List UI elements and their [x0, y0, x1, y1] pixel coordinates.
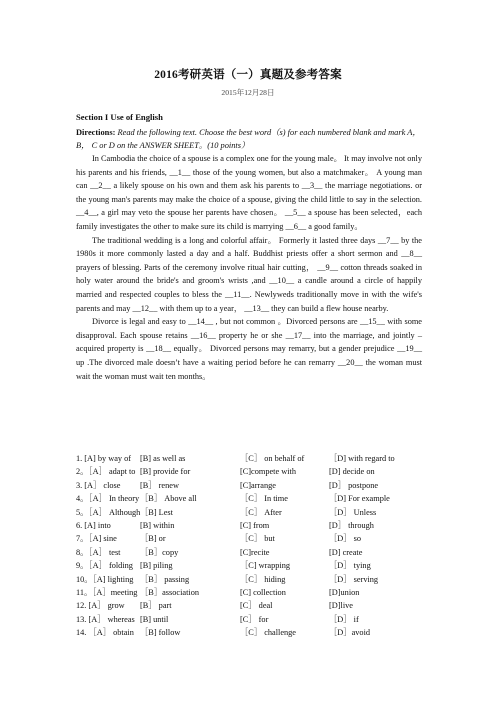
option-13-d: ［D］ if [329, 614, 359, 624]
option-row-4 [76, 492, 436, 505]
directions [76, 126, 422, 152]
option-12-d: [D]live [329, 601, 353, 611]
option-2-d: [D] decide on [329, 467, 375, 477]
option-row-13 [76, 613, 436, 626]
option-2-b: [B] provide for [140, 467, 191, 477]
option-7-c: ［C］ but [240, 534, 275, 544]
option-8-b: ［B］copy [140, 547, 179, 557]
option-row-12 [76, 599, 436, 612]
option-13-b: [B] until [140, 614, 169, 624]
option-5-d: ［D］ Unless [329, 507, 377, 517]
option-5-b: ［B] Lest [140, 507, 173, 517]
passage-paragraph-3: Divorce is legal and easy to __14__ , but not common 。Divorced persons are __15__ with some disapproval. Each spouse retains __16__ property he or she __17__ into the marriage, and jointly –acquired property is __18__ equally。 Divorced persons may remarry, but a gender prejudice __19__ up .The divorced male doesn’t have a waiting period before he can remarry __20__ the woman must wait the woman must wait ten months。 [76, 317, 422, 381]
section-heading: Section I Use of English [76, 112, 163, 122]
option-1-c: ［C］ on behalf of [240, 454, 305, 463]
option-13-a: 13. [A］ whereas [76, 614, 135, 624]
document-title: 2016考研英语（一）真题及参考答案 [154, 69, 342, 81]
option-row-1 [76, 452, 436, 465]
passage-paragraph-1: In Cambodia the choice of a spouse is a complex one for the young male。 It may involve not only his parents and his friends, __1__ those of the young women, but also a matchmaker。 A young man can __2__ a likely spouse on his own and them ask his parents to __3__ the marriage negotiations. or the young man's parents may make the choice of a spouse, giving the child little to say in the selection. __4__, a girl may veto the spouse her parents have chosen。 __5__ a spouse has been selected，each family investigates the other to make sure its child is marrying __6__ a good family。 [76, 154, 422, 231]
option-row-2 [76, 465, 436, 478]
option-row-14 [76, 626, 436, 639]
option-9-a: 9。［A］ folding [76, 561, 133, 571]
option-row-3 [76, 479, 436, 492]
option-4-b: ［B］ Above all [140, 494, 197, 504]
option-5-a: 5。［A］ Although [76, 507, 141, 517]
option-14-b: ［B] follow [140, 628, 181, 638]
directions-label: Directions: [76, 128, 116, 137]
option-7-d: ［D］ so [329, 534, 362, 544]
option-3-c: [C]arrange [240, 480, 276, 490]
option-10-a: 10。［A] lighting [76, 574, 134, 584]
option-1-b: [B] as well as [140, 454, 186, 463]
option-5-c: ［C］ After [240, 507, 282, 517]
option-14-c: ［C］ challenge [240, 628, 296, 638]
option-12-b: [B］ part [140, 601, 172, 611]
option-3-b: [B］ renew [140, 480, 179, 490]
document-date: 2015年12月28日 [221, 88, 275, 97]
option-12-c: [C］ deal [240, 601, 273, 611]
option-6-a: 6. [A] into [76, 520, 111, 530]
option-9-c: ［C] wrapping [240, 561, 291, 571]
option-14-d: ［D］avoid [329, 628, 371, 638]
option-13-c: [C］ for [240, 614, 269, 624]
answer-options [76, 452, 436, 639]
option-11-b: ［B］association [140, 587, 199, 597]
option-3-d: [D］ postpone [329, 480, 379, 490]
option-row-9 [76, 559, 436, 572]
option-10-c: ［C］ hiding [240, 574, 286, 584]
option-7-b: ［B] or [140, 534, 166, 544]
option-9-d: ［D］ tying [329, 561, 371, 571]
option-row-7 [76, 532, 436, 545]
option-6-b: [B] within [140, 520, 175, 530]
option-8-a: 8。［A］ test [76, 547, 121, 557]
option-9-b: [B] piling [140, 561, 173, 571]
option-12-a: 12. [A］ grow [76, 601, 125, 611]
option-4-c: ［C］ In time [240, 494, 288, 504]
option-4-d: ［D] For example [329, 494, 390, 504]
passage-paragraph-2: The traditional wedding is a long and colorful affair。 Formerly it lasted three days __7__ by the 1980s it more commonly lasted a day and a half. Buddhist priests offer a short sermon and __8__ prayers of blessing. Parts of the ceremony involve ritual hair cutting， __9__ cotton threads soaked in holy water around the bride's and groom's wrists ,and __10__ a candle around a circle of happily married and respected couples to bless the __11__. Newlyweds traditionally move in with the wife's parents and may __12__ with them up to a year， __13__ they can build a flew house nearby. [76, 235, 422, 313]
option-11-c: [C] collection [240, 587, 286, 597]
option-6-c: [C] from [240, 520, 270, 530]
option-row-10 [76, 573, 436, 586]
option-8-d: [D] create [329, 547, 363, 557]
option-10-d: ［D］ serving [329, 574, 379, 584]
option-row-6 [76, 519, 436, 532]
option-10-b: ［B］ passing [140, 574, 190, 584]
option-11-a: 11。［A］meeting [76, 587, 138, 597]
option-7-a: 7。［A] sine [76, 534, 117, 544]
option-row-8 [76, 546, 436, 559]
option-2-c: [C]compete with [240, 467, 296, 477]
option-14-a: 14. ［A］ obtain [76, 628, 134, 638]
option-4-a: 4。［A］ In theory [76, 494, 140, 504]
option-row-11 [76, 586, 436, 599]
option-1-a: 1. [A] by way of [76, 454, 132, 463]
option-8-c: [C]recite [240, 547, 270, 557]
option-3-a: 3. [A］ close [76, 480, 121, 490]
directions-text: Read the following text. Choose the best word（s) for each numbered blank and mark A， B， C or D on the ANSWER SHEET。(10 points） [76, 128, 421, 150]
option-row-5 [76, 506, 436, 519]
passage [76, 152, 422, 383]
option-6-d: [D］ through [329, 520, 374, 530]
option-2-a: 2。［A］ adapt to [76, 467, 136, 477]
option-1-d: ［D] with regard to [329, 454, 395, 463]
option-11-d: [D]union [329, 587, 360, 597]
